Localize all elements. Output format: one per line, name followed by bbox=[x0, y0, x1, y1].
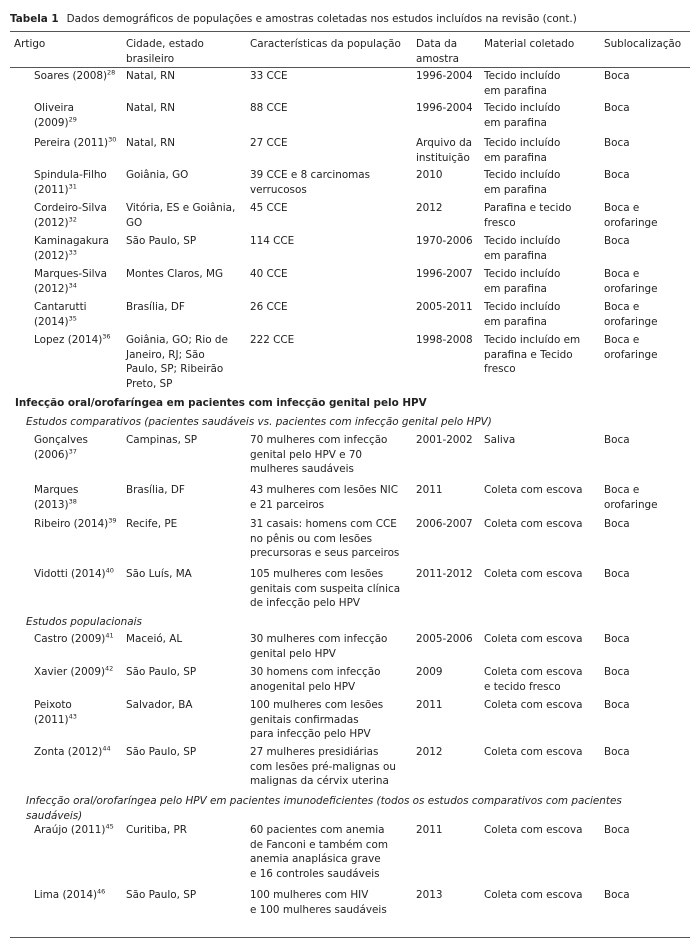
cell-sublocalizacao: Boca e orofaringe bbox=[604, 484, 658, 511]
cell-populacao: 30 mulheres com infecção genital pelo HPV bbox=[250, 633, 388, 660]
cell-data: 2005-2011 bbox=[416, 301, 473, 313]
artigo-text: Marques (2013) bbox=[34, 484, 79, 511]
cell-artigo bbox=[34, 168, 122, 197]
cell-cidade: Goiânia, GO; Rio de Janeiro, RJ; São Paulo, SP; Ribeirão Preto, SP bbox=[126, 334, 228, 390]
artigo-text: Cantarutti (2014) bbox=[34, 301, 87, 328]
reference-number: 37 bbox=[68, 447, 77, 456]
cell-sublocalizacao: Boca e orofaringe bbox=[604, 334, 658, 361]
header-artigo: Artigo bbox=[14, 38, 46, 50]
cell-artigo bbox=[34, 234, 122, 263]
cell-artigo bbox=[34, 665, 122, 680]
table-header-row bbox=[0, 37, 700, 67]
cell-sublocalizacao: Boca bbox=[604, 746, 630, 758]
cell-populacao: 60 pacientes com anemia de Fanconi e também com anemia anaplásica grave e 16 controles saudáveis bbox=[250, 824, 388, 880]
reference-number: 45 bbox=[105, 822, 114, 831]
top-rule bbox=[10, 31, 690, 32]
cell-data: 2011-2012 bbox=[416, 568, 473, 580]
table-row bbox=[0, 745, 700, 794]
cell-populacao: 100 mulheres com lesões genitais confirmadas para infecção pelo HPV bbox=[250, 699, 384, 740]
subsection-comparativos-title: Estudos comparativos (pacientes saudáveis vs. pacientes com infecção genital pelo HPV) bbox=[26, 416, 492, 428]
reference-number: 42 bbox=[105, 664, 114, 673]
table-row bbox=[0, 888, 700, 922]
cell-material: Tecido incluído em parafina bbox=[484, 301, 561, 328]
group-comparativos bbox=[0, 433, 700, 615]
header-data: Data da amostra bbox=[416, 38, 459, 65]
cell-material: Coleta com escova bbox=[484, 824, 583, 836]
cell-populacao: 27 CCE bbox=[250, 137, 288, 149]
table-body bbox=[0, 69, 700, 922]
table-row bbox=[0, 234, 700, 267]
cell-artigo bbox=[34, 136, 122, 151]
cell-cidade: Natal, RN bbox=[126, 102, 176, 114]
cell-data: 1996-2007 bbox=[416, 268, 473, 280]
artigo-text: Peixoto (2011) bbox=[34, 699, 72, 726]
cell-sublocalizacao: Boca bbox=[604, 137, 630, 149]
cell-artigo bbox=[34, 433, 122, 462]
cell-sublocalizacao: Boca bbox=[604, 666, 630, 678]
artigo-text: Oliveira (2009) bbox=[34, 102, 75, 129]
cell-populacao: 100 mulheres com HIV e 100 mulheres saudáveis bbox=[250, 889, 387, 916]
cell-artigo bbox=[34, 888, 122, 903]
cell-artigo bbox=[34, 567, 122, 582]
cell-material: Coleta com escova bbox=[484, 699, 583, 711]
cell-artigo bbox=[34, 698, 122, 727]
cell-material: Saliva bbox=[484, 434, 516, 446]
table-row bbox=[0, 567, 700, 615]
artigo-text: Gonçalves (2006) bbox=[34, 434, 88, 461]
artigo-text: Lima (2014) bbox=[34, 889, 98, 901]
cell-material: Tecido incluído em parafina bbox=[484, 137, 561, 164]
cell-cidade: Vitória, ES e Goiânia, GO bbox=[126, 202, 236, 229]
artigo-text: Xavier (2009) bbox=[34, 666, 106, 678]
cell-sublocalizacao: Boca bbox=[604, 889, 630, 901]
cell-populacao: 222 CCE bbox=[250, 334, 295, 346]
cell-cidade: São Luís, MA bbox=[126, 568, 192, 580]
artigo-text: Soares (2008) bbox=[34, 70, 108, 82]
cell-material: Tecido incluído em parafina bbox=[484, 70, 561, 97]
artigo-text: Lopez (2014) bbox=[34, 334, 103, 346]
cell-material: Coleta com escova bbox=[484, 484, 583, 496]
cell-cidade: Recife, PE bbox=[126, 518, 178, 530]
artigo-text: Cordeiro-Silva (2012) bbox=[34, 202, 107, 229]
artigo-text: Vidotti (2014) bbox=[34, 568, 106, 580]
reference-number: 30 bbox=[108, 135, 117, 144]
header-populacao: Características da população bbox=[250, 38, 401, 50]
cell-populacao: 43 mulheres com lesões NIC e 21 parceiros bbox=[250, 484, 398, 511]
cell-sublocalizacao: Boca bbox=[604, 568, 630, 580]
table-row bbox=[0, 632, 700, 665]
cell-artigo bbox=[34, 517, 122, 532]
table-caption bbox=[10, 12, 694, 27]
cell-data: 2012 bbox=[416, 746, 443, 758]
table-row bbox=[0, 665, 700, 698]
cell-populacao: 31 casais: homens com CCE no pênis ou com lesões precursoras e seus parceiros bbox=[250, 518, 400, 559]
section-genital-hpv-title: Infecção oral/orofaríngea em pacientes com infecção genital pelo HPV bbox=[15, 397, 427, 409]
table-row bbox=[0, 517, 700, 567]
reference-number: 39 bbox=[108, 516, 117, 525]
artigo-text: Pereira (2011) bbox=[34, 137, 109, 149]
reference-number: 31 bbox=[68, 182, 77, 191]
cell-material: Coleta com escova bbox=[484, 889, 583, 901]
reference-number: 28 bbox=[107, 68, 116, 77]
cell-cidade: Montes Claros, MG bbox=[126, 268, 224, 280]
cell-artigo bbox=[34, 101, 122, 130]
cell-populacao: 105 mulheres com lesões genitais com suspeita clínica de infecção pelo HPV bbox=[250, 568, 401, 609]
cell-populacao: 88 CCE bbox=[250, 102, 288, 114]
table-row bbox=[0, 433, 700, 483]
table-row bbox=[0, 823, 700, 888]
cell-sublocalizacao: Boca bbox=[604, 235, 630, 247]
cell-material: Coleta com escova bbox=[484, 568, 583, 580]
cell-populacao: 40 CCE bbox=[250, 268, 288, 280]
artigo-text: Castro (2009) bbox=[34, 633, 106, 645]
cell-material: Parafina e tecido fresco bbox=[484, 202, 572, 229]
reference-number: 35 bbox=[68, 314, 77, 323]
cell-sublocalizacao: Boca bbox=[604, 699, 630, 711]
cell-artigo bbox=[34, 69, 122, 84]
cell-cidade: Natal, RN bbox=[126, 137, 176, 149]
header-material: Material coletado bbox=[484, 38, 575, 50]
cell-sublocalizacao: Boca e orofaringe bbox=[604, 202, 658, 229]
cell-data: 2001-2002 bbox=[416, 434, 473, 446]
table-row bbox=[0, 698, 700, 745]
cell-sublocalizacao: Boca e orofaringe bbox=[604, 301, 658, 328]
cell-artigo bbox=[34, 483, 122, 512]
cell-data: 1996-2004 bbox=[416, 102, 473, 114]
cell-artigo bbox=[34, 823, 122, 838]
cell-data: 2011 bbox=[416, 699, 443, 711]
reference-number: 38 bbox=[68, 497, 77, 506]
cell-cidade: São Paulo, SP bbox=[126, 666, 197, 678]
reference-number: 46 bbox=[97, 887, 106, 896]
cell-cidade: São Paulo, SP bbox=[126, 746, 197, 758]
cell-material: Coleta com escova bbox=[484, 633, 583, 645]
cell-cidade: Curitiba, PR bbox=[126, 824, 188, 836]
cell-artigo bbox=[34, 201, 122, 230]
cell-data: 1970-2006 bbox=[416, 235, 473, 247]
cell-data: 2006-2007 bbox=[416, 518, 473, 530]
group-tecido bbox=[0, 69, 700, 395]
artigo-text: Marques-Silva (2012) bbox=[34, 268, 108, 295]
reference-number: 29 bbox=[68, 115, 77, 124]
header-cidade: Cidade, estado brasileiro bbox=[126, 38, 204, 65]
table-row bbox=[0, 168, 700, 201]
table-row bbox=[0, 483, 700, 517]
cell-sublocalizacao: Boca bbox=[604, 824, 630, 836]
cell-data: 2009 bbox=[416, 666, 443, 678]
header-sublocalizacao: Sublocalização bbox=[604, 38, 682, 50]
cell-populacao: 45 CCE bbox=[250, 202, 288, 214]
cell-data: Arquivo da instituição bbox=[416, 137, 473, 164]
cell-populacao: 27 mulheres presidiárias com lesões pré-malignas ou malignas da cérvix uterina bbox=[250, 746, 396, 787]
cell-artigo bbox=[34, 333, 122, 348]
table-row bbox=[0, 69, 700, 101]
reference-number: 32 bbox=[68, 215, 77, 224]
cell-cidade: Goiânia, GO bbox=[126, 169, 189, 181]
cell-data: 2011 bbox=[416, 484, 443, 496]
cell-sublocalizacao: Boca bbox=[604, 102, 630, 114]
cell-sublocalizacao: Boca bbox=[604, 169, 630, 181]
cell-artigo bbox=[34, 300, 122, 329]
cell-populacao: 26 CCE bbox=[250, 301, 288, 313]
reference-number: 41 bbox=[105, 631, 114, 640]
cell-populacao: 33 CCE bbox=[250, 70, 288, 82]
cell-populacao: 30 homens com infecção anogenital pelo HPV bbox=[250, 666, 381, 693]
cell-artigo bbox=[34, 267, 122, 296]
table-row bbox=[0, 333, 700, 395]
cell-material: Tecido incluído em parafina bbox=[484, 235, 561, 262]
cell-material: Tecido incluído em parafina bbox=[484, 268, 561, 295]
cell-cidade: Campinas, SP bbox=[126, 434, 198, 446]
cell-material: Tecido incluído em parafina bbox=[484, 169, 561, 196]
reference-number: 36 bbox=[102, 332, 111, 341]
table-label: Tabela 1 bbox=[10, 13, 59, 25]
table-row bbox=[0, 267, 700, 300]
reference-number: 43 bbox=[68, 712, 77, 721]
cell-cidade: Salvador, BA bbox=[126, 699, 193, 711]
artigo-text: Zonta (2012) bbox=[34, 746, 103, 758]
group-imunodeficientes bbox=[0, 823, 700, 922]
table-title: Dados demográficos de populações e amostras coletadas nos estudos incluídos na revisão (cont.) bbox=[66, 13, 577, 25]
reference-number: 40 bbox=[105, 566, 114, 575]
reference-number: 33 bbox=[68, 248, 77, 257]
table-row bbox=[0, 201, 700, 234]
reference-number: 44 bbox=[102, 744, 111, 753]
cell-data: 2011 bbox=[416, 824, 443, 836]
subsection-imunodeficientes-title: Infecção oral/orofaríngea pelo HPV em pacientes imunodeficientes (todos os estudos comparativos com pacientes saudáveis) bbox=[26, 795, 622, 822]
artigo-text: Kaminagakura (2012) bbox=[34, 235, 109, 262]
artigo-text: Ribeiro (2014) bbox=[34, 518, 109, 530]
cell-cidade: São Paulo, SP bbox=[126, 235, 197, 247]
cell-material: Coleta com escova bbox=[484, 518, 583, 530]
cell-sublocalizacao: Boca bbox=[604, 518, 630, 530]
subsection-populacionais-title: Estudos populacionais bbox=[26, 616, 142, 628]
cell-cidade: Natal, RN bbox=[126, 70, 176, 82]
cell-data: 2013 bbox=[416, 889, 443, 901]
cell-material: Tecido incluído em parafina bbox=[484, 102, 561, 129]
group-populacionais bbox=[0, 632, 700, 794]
table-row bbox=[0, 300, 700, 333]
cell-cidade: São Paulo, SP bbox=[126, 889, 197, 901]
cell-data: 1998-2008 bbox=[416, 334, 473, 346]
cell-populacao: 114 CCE bbox=[250, 235, 295, 247]
cell-cidade: Brasília, DF bbox=[126, 484, 185, 496]
cell-sublocalizacao: Boca e orofaringe bbox=[604, 268, 658, 295]
cell-sublocalizacao: Boca bbox=[604, 633, 630, 645]
cell-populacao: 70 mulheres com infecção genital pelo HPV e 70 mulheres saudáveis bbox=[250, 434, 388, 475]
cell-cidade: Brasília, DF bbox=[126, 301, 185, 313]
artigo-text: Spindula-Filho (2011) bbox=[34, 169, 107, 196]
bottom-rule bbox=[10, 937, 690, 938]
cell-cidade: Maceió, AL bbox=[126, 633, 183, 645]
artigo-text: Araújo (2011) bbox=[34, 824, 106, 836]
cell-artigo bbox=[34, 632, 122, 647]
cell-populacao: 39 CCE e 8 carcinomas verrucosos bbox=[250, 169, 371, 196]
cell-sublocalizacao: Boca bbox=[604, 434, 630, 446]
cell-material: Coleta com escova e tecido fresco bbox=[484, 666, 583, 693]
cell-material: Coleta com escova bbox=[484, 746, 583, 758]
cell-data: 2010 bbox=[416, 169, 443, 181]
reference-number: 34 bbox=[68, 281, 77, 290]
table-row bbox=[0, 101, 700, 136]
cell-data: 1996-2004 bbox=[416, 70, 473, 82]
cell-data: 2012 bbox=[416, 202, 443, 214]
cell-artigo bbox=[34, 745, 122, 760]
cell-sublocalizacao: Boca bbox=[604, 70, 630, 82]
cell-material: Tecido incluído em parafina e Tecido fresco bbox=[484, 334, 581, 375]
table-row bbox=[0, 136, 700, 168]
cell-data: 2005-2006 bbox=[416, 633, 473, 645]
